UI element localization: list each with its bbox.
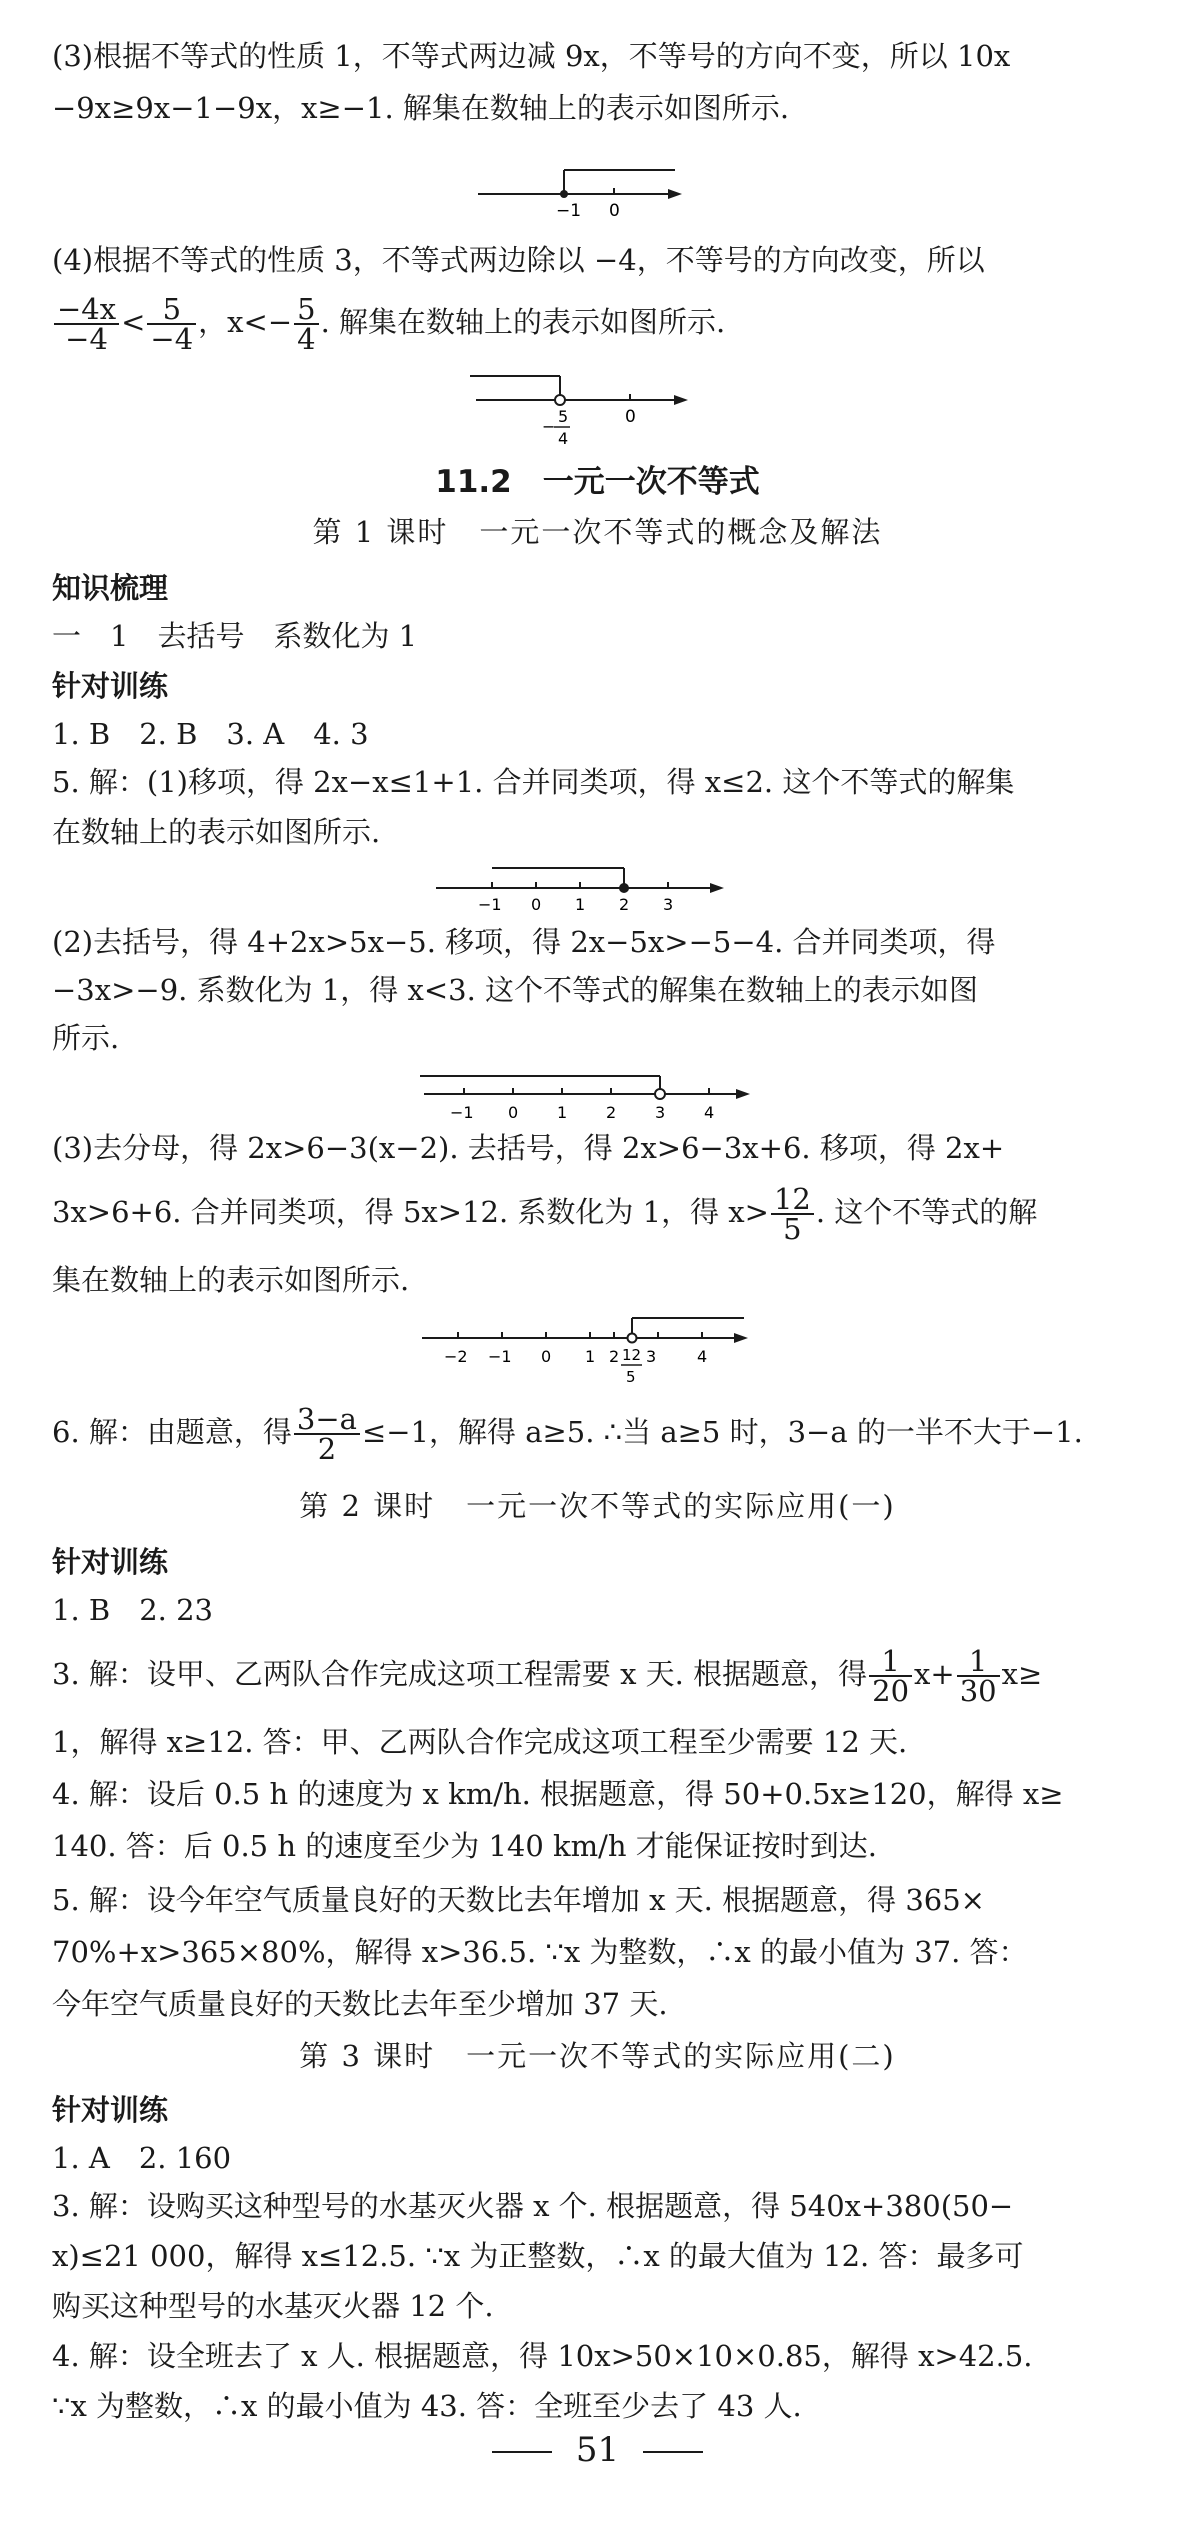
fraction: $\frac{12}{5}$ (771, 1185, 814, 1243)
text-line: 购买这种型号的水基灭火器 12 个. (52, 2289, 494, 2323)
text-line: 4. 解：设全班去了 x 人. 根据题意，得 10x>50×10×0.85，解得 x>42.5. (52, 2339, 1033, 2373)
tick-label: 5 (626, 1368, 636, 1386)
subheading: 针对训练 (52, 669, 169, 703)
text-line: 3. 解：设购买这种型号的水基灭火器 x 个. 根据题意，得 540x+380(50− (52, 2189, 1014, 2223)
text-line: 5. 解：设今年空气质量良好的天数比去年增加 x 天. 根据题意，得 365× (52, 1883, 985, 1917)
tick-label: 2 (619, 895, 630, 914)
lesson-title: 第 1 课时 一元一次不等式的概念及解法 (312, 515, 883, 549)
number-line-3 (432, 860, 732, 924)
number-line-4 (420, 1068, 760, 1132)
text-line: 1. B 2. 23 (52, 1593, 213, 1627)
tick-label: 4 (697, 1347, 708, 1366)
text-line-fraction: 3. 解：设甲、乙两队合作完成这项工程需要 x 天. 根据题意，得 $\frac{1}{20}$ x+ $\frac{1}{30}$ x≥ (52, 1644, 1043, 1708)
text-line-fraction: $\frac{-4x}{-4}$ < $\frac{5}{-4}$ ，x<− $\frac{5}{4}$ . 解集在数轴上的表示如图所示. (52, 290, 1142, 354)
text-line: (2)去括号，得 4+2x>5x−5. 移项，得 2x−5x>−5−4. 合并同类项，得 (52, 925, 996, 959)
tick-label: 4 (558, 429, 569, 448)
fraction: $\frac{5}{-4}$ (147, 295, 196, 353)
number-line-5 (418, 1310, 758, 1398)
lesson-title: 第 2 课时 一元一次不等式的实际应用(一) (299, 1489, 896, 1523)
fraction: $\frac{3-a}{2}$ (294, 1405, 360, 1463)
tick-label: 2 (609, 1347, 620, 1366)
text-line: (4)根据不等式的性质 3，不等式两边除以 −4，不等号的方向改变，所以 (52, 243, 985, 277)
subheading: 针对训练 (52, 1545, 169, 1579)
text-line: 1. B 2. B 3. A 4. 3 (52, 717, 369, 751)
text-line: 5. 解：(1)移项，得 2x−x≤1+1. 合并同类项，得 x≤2. 这个不等式的解集 (52, 765, 1015, 799)
text-line: −3x>−9. 系数化为 1，得 x<3. 这个不等式的解集在数轴上的表示如图 (52, 973, 979, 1007)
text-line: ∵x 为整数，∴x 的最小值为 43. 答：全班至少去了 43 人. (52, 2389, 802, 2423)
tick-label: 0 (508, 1103, 519, 1122)
text-line: 4. 解：设后 0.5 h 的速度为 x km/h. 根据题意，得 50+0.5x≥120，解得 x≥ (52, 1777, 1064, 1811)
tick-label: −2 (444, 1347, 468, 1366)
fraction: $\frac{-4x}{-4}$ (54, 295, 119, 353)
tick-label: 3 (663, 895, 674, 914)
text-line: 所示. (52, 1021, 120, 1055)
text-line: x)≤21 000，解得 x≤12.5. ∵x 为正整数，∴x 的最大值为 12. 答：最多可 (52, 2239, 1024, 2273)
tick-label: 3 (655, 1103, 666, 1122)
tick-label: 5 (558, 407, 569, 426)
text-line: 70%+x>365×80%，解得 x>36.5. ∵x 为整数，∴x 的最小值为 37. 答： (52, 1935, 1028, 1969)
tick-label: 0 (541, 1347, 552, 1366)
fraction: $\frac{5}{4}$ (294, 295, 318, 353)
text-line: −9x≥9x−1−9x，x≥−1. 解集在数轴上的表示如图所示. (52, 91, 790, 125)
tick-label: −1 (478, 895, 502, 914)
tick-label: 0 (531, 895, 542, 914)
tick-label: 0 (625, 407, 636, 427)
tick-label: 2 (606, 1103, 617, 1122)
tick-label: −1 (556, 201, 582, 220)
tick-label: −1 (488, 1347, 512, 1366)
tick-label: 1 (575, 895, 586, 914)
lesson-title: 第 3 课时 一元一次不等式的实际应用(二) (299, 2039, 896, 2073)
tick-label: −1 (450, 1103, 474, 1122)
text-line: 集在数轴上的表示如图所示. (52, 1263, 410, 1297)
text-line-fraction: 3x>6+6. 合并同类项，得 5x>12. 系数化为 1，得 x> $\frac{12}{5}$ . 这个不等式的解 (52, 1182, 1038, 1246)
number-line-2 (470, 368, 700, 462)
subheading: 知识梳理 (52, 571, 169, 605)
text-line: 一 1 去括号 系数化为 1 (52, 619, 418, 653)
text-line: 在数轴上的表示如图所示. (52, 815, 381, 849)
text-line: 1，解得 x≥12. 答：甲、乙两队合作完成这项工程至少需要 12 天. (52, 1725, 908, 1759)
text-line: (3)去分母，得 2x>6−3(x−2). 去括号，得 2x>6−3x+6. 移项，得 2x+ (52, 1131, 1005, 1165)
tick-label: 4 (704, 1103, 715, 1122)
tick-label: 0 (609, 201, 620, 220)
page-number: 51 (0, 2430, 1195, 2470)
fraction: $\frac{1}{30}$ (957, 1647, 1000, 1705)
tick-label: − (542, 417, 556, 436)
fraction: $\frac{1}{20}$ (869, 1647, 912, 1705)
tick-label: 1 (585, 1347, 596, 1366)
text-line: 1. A 2. 160 (52, 2141, 232, 2175)
text-line: (3)根据不等式的性质 1，不等式两边减 9x，不等号的方向不变，所以 10x (52, 39, 1011, 73)
tick-label: 12 (622, 1346, 642, 1364)
subheading: 针对训练 (52, 2093, 169, 2127)
text-line-fraction: 6. 解：由题意，得 $\frac{3-a}{2}$ ≤−1，解得 a≥5. ∴当 a≥5 时，3−a 的一半不大于−1. (52, 1402, 1083, 1466)
text-line: 今年空气质量良好的天数比去年至少增加 37 天. (52, 1987, 668, 2021)
section-title: 11.2 一元一次不等式 (435, 464, 760, 500)
tick-label: 3 (646, 1347, 657, 1366)
text-line: 140. 答：后 0.5 h 的速度至少为 140 km/h 才能保证按时到达. (52, 1829, 877, 1863)
tick-label: 1 (557, 1103, 568, 1122)
number-line-1 (470, 160, 690, 224)
